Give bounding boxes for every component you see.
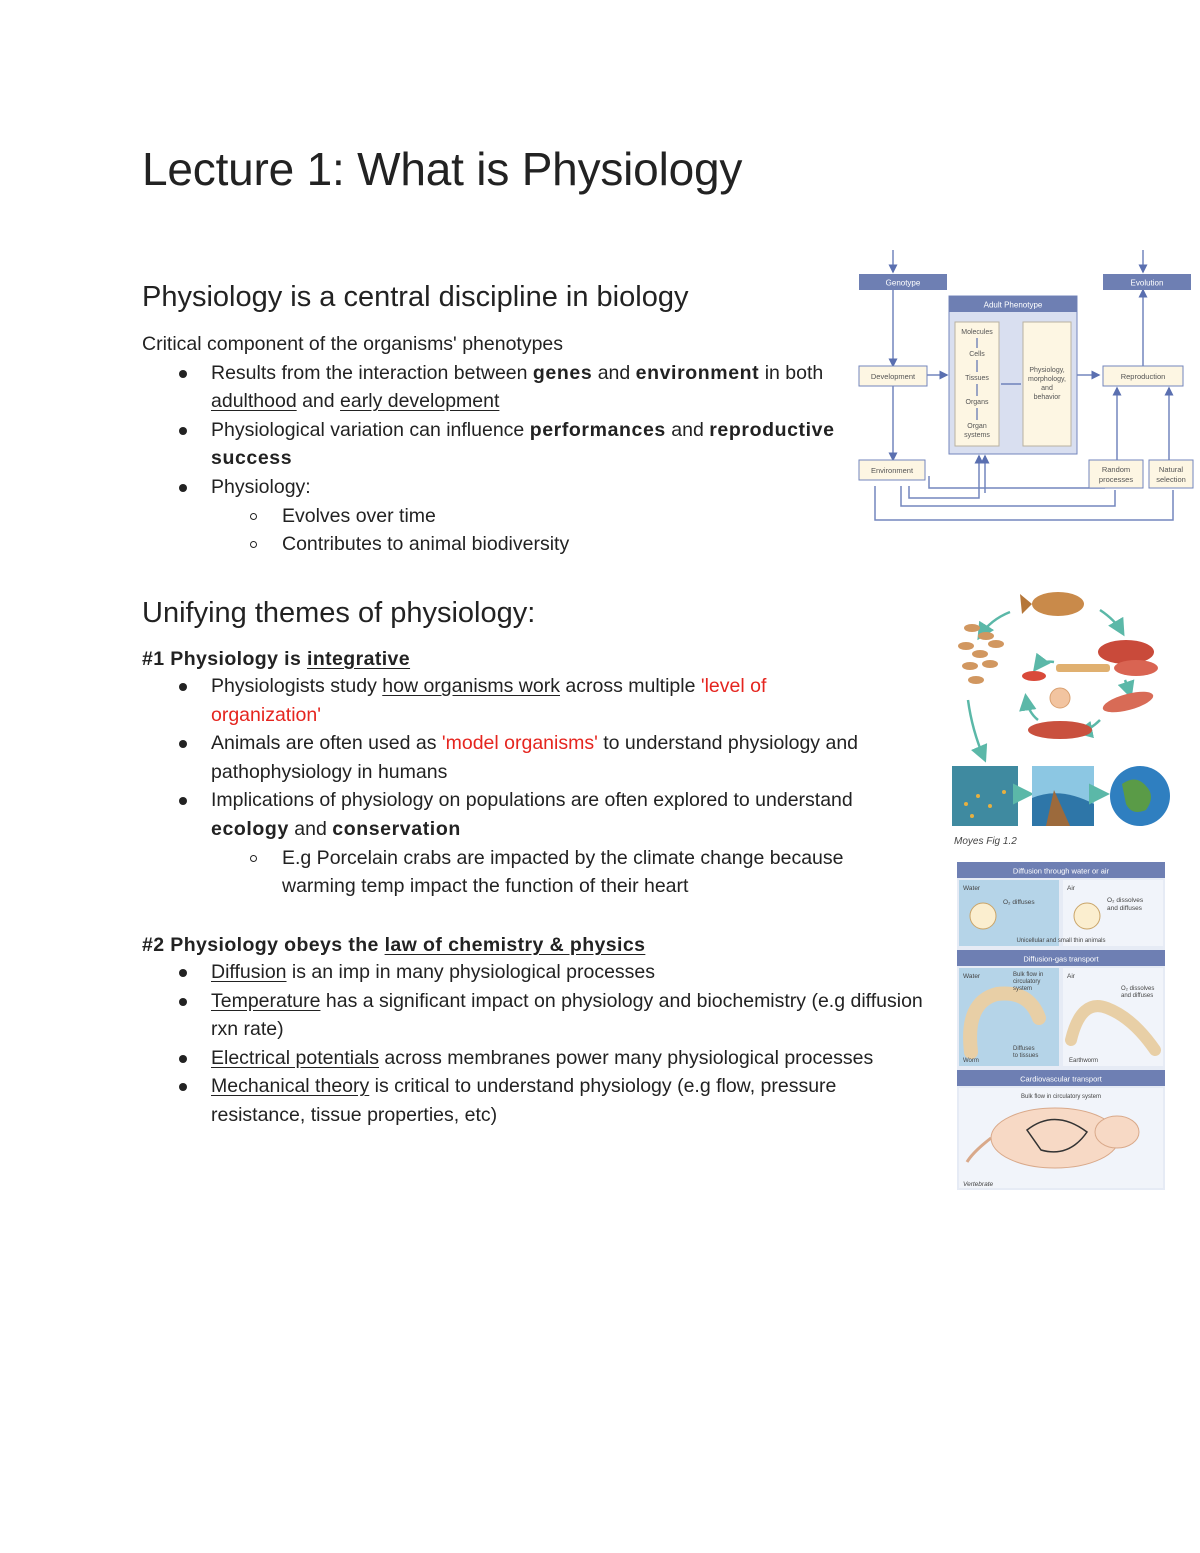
list-item: Results from the interaction between genes and environment in both adulthood and early development	[142, 359, 842, 416]
svg-text:Environment: Environment	[870, 466, 914, 475]
bullet-icon	[179, 969, 187, 977]
svg-text:and diffuses: and diffuses	[1121, 993, 1154, 999]
section-heading-central-discipline: Physiology is a central discipline in biology	[142, 281, 689, 313]
svg-text:Random: Random	[1101, 465, 1131, 474]
svg-text:Diffusion through water or air: Diffusion through water or air	[1012, 866, 1110, 876]
svg-text:behavior: behavior	[1033, 394, 1061, 401]
svg-text:Organs: Organs	[965, 399, 989, 406]
svg-text:Natural: Natural	[1158, 465, 1184, 474]
bullet-icon	[179, 797, 187, 805]
list-item: Contributes to animal biodiversity	[142, 530, 842, 559]
svg-text:Genotype: Genotype	[885, 278, 921, 288]
bullet-icon	[179, 370, 187, 378]
theme2-block	[142, 934, 942, 1130]
list-item: Evolves over time	[142, 502, 842, 531]
section-heading-unifying-themes: Unifying themes of physiology:	[142, 597, 536, 629]
svg-text:Vertebrate: Vertebrate	[963, 1181, 994, 1188]
svg-text:Worm: Worm	[963, 1058, 979, 1064]
bullet-icon	[179, 484, 187, 492]
svg-text:Evolution: Evolution	[1130, 278, 1164, 288]
population-photo	[952, 766, 1018, 826]
theme1-block	[142, 648, 942, 901]
svg-text:Development: Development	[870, 372, 916, 381]
svg-text:and diffuses: and diffuses	[1107, 905, 1142, 912]
svg-text:Physiology,: Physiology,	[1029, 367, 1065, 374]
svg-text:systems: systems	[964, 432, 990, 439]
bullet-icon	[179, 1055, 187, 1063]
svg-text:Cells: Cells	[969, 351, 985, 358]
cell-icon	[1074, 903, 1100, 929]
svg-text:Unicellular and small thin ani: Unicellular and small thin animals	[1016, 938, 1106, 944]
list-item: Electrical potentials across membranes power many physiological processes	[142, 1044, 921, 1073]
svg-text:morphology,: morphology,	[1027, 376, 1067, 383]
svg-text:and: and	[1041, 385, 1053, 392]
svg-text:Bulk flow in: Bulk flow in	[1013, 972, 1044, 978]
svg-text:Molecules: Molecules	[961, 329, 993, 336]
svg-text:O₂ dissolves: O₂ dissolves	[1121, 986, 1155, 992]
list-item: Physiologists study how organisms work across multiple 'level of organization'	[142, 672, 831, 729]
bullet-icon	[179, 740, 187, 748]
list-item: Physiological variation can influence performances and reproductive success	[142, 416, 842, 473]
svg-text:Air: Air	[1067, 973, 1075, 980]
figure-caption: Moyes Fig 1.2	[954, 836, 1017, 847]
svg-text:Diffuses: Diffuses	[1013, 1046, 1035, 1052]
section1-body	[142, 330, 842, 559]
list-item: Physiology:	[142, 473, 842, 502]
svg-text:selection: selection	[1156, 475, 1186, 484]
svg-text:processes: processes	[1098, 475, 1134, 484]
svg-text:O₂ dissolves: O₂ dissolves	[1107, 897, 1144, 904]
svg-text:Bulk flow in circulatory syste: Bulk flow in circulatory system	[1020, 1094, 1102, 1100]
gas-transport-figure	[957, 862, 1165, 1190]
bullet-icon	[179, 998, 187, 1006]
svg-text:Earthworm: Earthworm	[1069, 1058, 1099, 1064]
svg-text:Reproduction: Reproduction	[1120, 372, 1166, 381]
svg-text:Organ: Organ	[967, 423, 987, 430]
list-item: Implications of physiology on populations are often explored to understand ecology and conservation	[142, 786, 932, 843]
svg-text:Tissues: Tissues	[965, 375, 989, 382]
theme2-heading: #2 Physiology obeys the law of chemistry & physics	[142, 934, 646, 956]
svg-text:Cardiovascular transport: Cardiovascular transport	[1020, 1074, 1102, 1084]
bullet-icon	[179, 1083, 187, 1091]
tissue-icon	[1028, 721, 1092, 739]
levels-of-organization-figure	[950, 580, 1172, 850]
hollow-bullet-icon	[250, 513, 257, 520]
hollow-bullet-icon	[250, 541, 257, 548]
section1-intro: Critical component of the organisms' phenotypes	[142, 333, 564, 355]
theme1-list	[142, 672, 932, 901]
svg-text:Water: Water	[963, 973, 981, 980]
theme1-heading: #1 Physiology is integrative	[142, 648, 411, 670]
page-title: Lecture 1: What is Physiology	[142, 143, 743, 195]
svg-text:circulatory: circulatory	[1013, 979, 1041, 985]
list-item: Mechanical theory is critical to understand physiology (e.g flow, pressure resistance, tissue properties, etc)	[142, 1072, 932, 1129]
svg-text:Air: Air	[1067, 885, 1075, 892]
svg-text:system: system	[1013, 986, 1033, 992]
list-item: Diffusion is an imp in many physiological processes	[142, 958, 932, 987]
section1-list	[142, 359, 842, 559]
fish-icon	[1032, 592, 1084, 616]
bullet-icon	[179, 427, 187, 435]
list-item: Animals are often used as 'model organisms' to understand physiology and pathophysiology in humans	[142, 729, 932, 786]
svg-text:Water: Water	[963, 885, 981, 892]
svg-text:O₂ diffuses: O₂ diffuses	[1003, 899, 1035, 906]
theme2-list	[142, 958, 932, 1130]
svg-text:Diffusion-gas transport: Diffusion-gas transport	[1023, 954, 1099, 964]
svg-text:Adult Phenotype: Adult Phenotype	[983, 300, 1043, 310]
list-item: E.g Porcelain crabs are impacted by the climate change because warming temp impact the function of their heart	[142, 844, 912, 901]
phenotype-diagram	[855, 248, 1200, 526]
bullet-icon	[179, 683, 187, 691]
list-item: Temperature has a significant impact on physiology and biochemistry (e.g diffusion rxn rate)	[142, 987, 932, 1044]
organ-icon	[1098, 640, 1154, 664]
cell-icon	[970, 903, 996, 929]
svg-text:to tissues: to tissues	[1013, 1053, 1039, 1059]
hollow-bullet-icon	[250, 855, 257, 862]
